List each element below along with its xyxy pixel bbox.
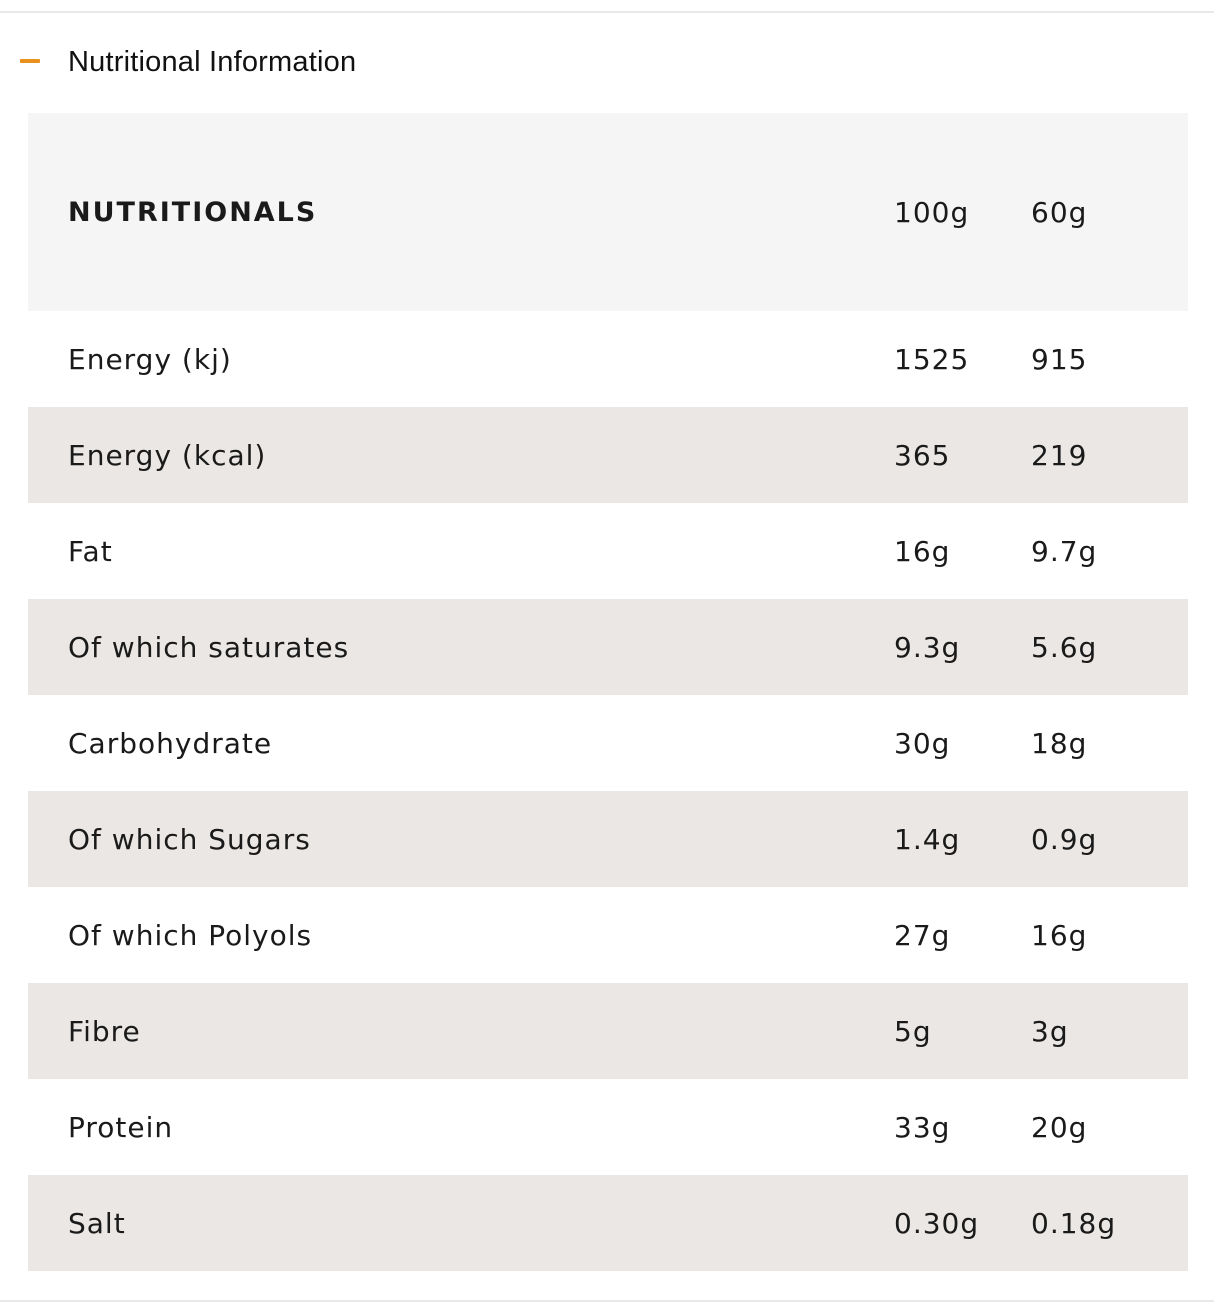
- nutrient-label: Carbohydrate: [68, 726, 273, 760]
- value-per-60g: 5.6g: [1031, 630, 1098, 664]
- table-row: [28, 311, 1188, 407]
- value-per-100g: 1525: [894, 342, 970, 376]
- value-per-60g: 0.9g: [1031, 822, 1098, 856]
- value-per-100g: 365: [894, 438, 951, 472]
- value-per-60g: 3g: [1031, 1014, 1069, 1048]
- table-row: [28, 695, 1188, 791]
- header-per-60g: 60g: [1031, 195, 1088, 229]
- table-row: [28, 503, 1188, 599]
- nutrient-label: Protein: [68, 1110, 174, 1144]
- nutrient-label: Energy (kcal): [68, 438, 267, 472]
- nutrient-label: Fibre: [68, 1014, 141, 1048]
- value-per-60g: 20g: [1031, 1110, 1088, 1144]
- value-per-100g: 16g: [894, 534, 951, 568]
- table-row: [28, 791, 1188, 887]
- minus-icon[interactable]: [20, 59, 40, 63]
- table-row: [28, 407, 1188, 503]
- nutrient-label: Energy (kj): [68, 342, 232, 376]
- table-row: [28, 887, 1188, 983]
- value-per-60g: 16g: [1031, 918, 1088, 952]
- nutrient-label: Fat: [68, 534, 113, 568]
- header-nutritionals: NUTRITIONALS: [68, 196, 318, 228]
- table-row: [28, 1175, 1188, 1271]
- value-per-60g: 915: [1031, 342, 1088, 376]
- table-row: [28, 1079, 1188, 1175]
- value-per-100g: 33g: [894, 1110, 951, 1144]
- value-per-100g: 0.30g: [894, 1206, 980, 1240]
- table-row: [28, 983, 1188, 1079]
- value-per-60g: 0.18g: [1031, 1206, 1117, 1240]
- table-row: [28, 599, 1188, 695]
- nutrient-label: Salt: [68, 1206, 126, 1240]
- nutrient-label: Of which saturates: [68, 630, 350, 664]
- nutrition-table: [28, 113, 1188, 1271]
- nutrient-label: Of which Sugars: [68, 822, 311, 856]
- value-per-60g: 18g: [1031, 726, 1088, 760]
- value-per-100g: 27g: [894, 918, 951, 952]
- accordion-title: Nutritional Information: [68, 46, 357, 78]
- nutritional-information-accordion-toggle[interactable]: [0, 30, 1214, 94]
- value-per-60g: 9.7g: [1031, 534, 1098, 568]
- bottom-divider: [0, 1300, 1214, 1302]
- top-divider: [0, 11, 1214, 13]
- value-per-100g: 1.4g: [894, 822, 961, 856]
- value-per-100g: 30g: [894, 726, 951, 760]
- nutrient-label: Of which Polyols: [68, 918, 313, 952]
- value-per-100g: 9.3g: [894, 630, 961, 664]
- value-per-100g: 5g: [894, 1014, 932, 1048]
- value-per-60g: 219: [1031, 438, 1088, 472]
- header-per-100g: 100g: [894, 195, 970, 229]
- table-header-row: [28, 113, 1188, 311]
